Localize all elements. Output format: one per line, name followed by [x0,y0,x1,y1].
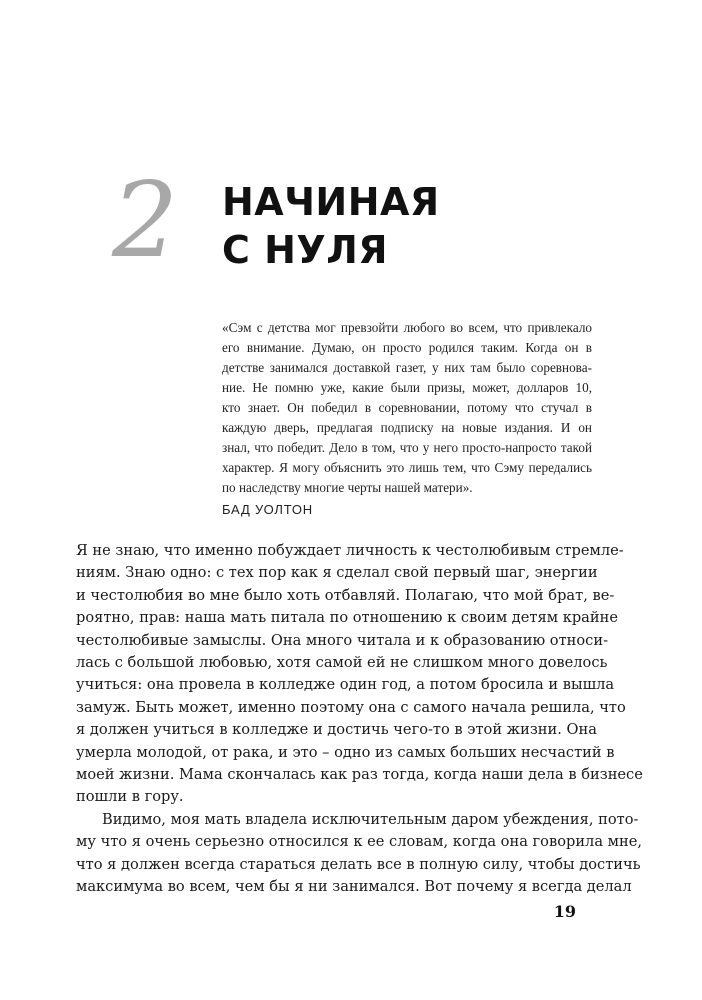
body-line: пошли в гору. [76,788,184,806]
body-line: учиться: она провела в колледже один год, а потом бросила и вышла [76,676,615,694]
body-line: умерла молодой, от рака, и это – одно из самых больших несчастий в [76,743,615,761]
epigraph-line: знал, что победит. Дело в том, что у него просто-напросто такой [222,440,592,455]
chapter-number: 2 [112,159,179,281]
page-number: 19 [553,902,576,921]
body-line: что я должен всегда стараться делать все в полную силу, чтобы достичь [76,855,641,873]
body-line: роятно, прав: наша мать питала по отношению к своим детям крайне [76,609,618,627]
body-line: честолюбивые замыслы. Она много читала и к образованию относи- [76,631,609,649]
epigraph-line: каждую дверь, предлагая подписку на новые издания. И он [222,420,592,435]
chapter-title-line: НАЧИНАЯ [222,180,440,224]
epigraph-author: БАД УОЛТОН [222,502,313,517]
chapter-title [222,178,440,274]
body-line: моей жизни. Мама скончалась как раз тогда, когда наши дела в бизнесе [76,766,643,784]
epigraph-line: характер. Я могу объяснить это лишь тем, что Сэму передались [222,460,592,475]
body-line: му что я очень серьезно относился к ее словам, когда она говорила мне, [76,833,643,851]
body-line: и честолюбия во мне было хоть отбавляй. Полагаю, что мой брат, ве- [76,586,615,604]
epigraph-line: «Сэм с детства мог превзойти любого во всем, что привлекало [222,320,592,335]
body-line: замуж. Быть может, именно поэтому она с самого начала решила, что [76,698,626,716]
body-line: ниям. Знаю одно: с тех пор как я сделал свой первый шаг, энергии [76,564,598,582]
body-text [76,540,643,899]
epigraph-line: ние. Не помню уже, какие были призы, может, долларов 10, [222,380,592,395]
body-line: Я не знаю, что именно побуждает личность к честолюбивым стремле- [76,542,624,559]
chapter-title-line: С НУЛЯ [222,228,389,272]
epigraph-line: по наследству многие черты нашей матери». [222,480,473,495]
body-line: лась с большой любовью, хотя самой ей не слишком много довелось [76,654,608,672]
body-line: Видимо, моя мать владела исключительным даром убеждения, пото- [102,810,639,828]
body-line: максимума во всем, чем бы я ни занимался. Вот почему я всегда делал [76,878,632,896]
epigraph-line: кто знает. Он победил в соревновании, потому что стучал в [222,400,592,415]
epigraph-line: его внимание. Думаю, он просто родился таким. Когда он в [222,340,592,355]
body-line: я должен учиться в колледже и достичь чего-то в этой жизни. Она [76,721,597,739]
epigraph-quote [222,318,592,498]
epigraph-line: детстве занимался доставкой газет, у них там было соревнова- [222,360,592,375]
